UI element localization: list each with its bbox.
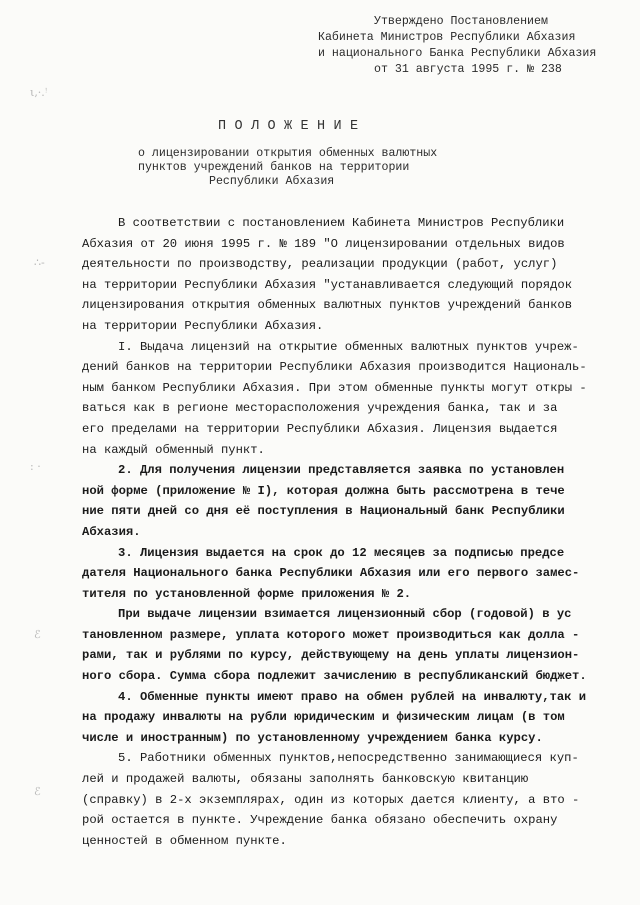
document-subject	[138, 147, 518, 189]
subject-line: о лицензировании открытия обменных валютных	[138, 147, 438, 160]
text-line: лей и продажей валюты, обязаны заполнять банковскую квитанцию	[82, 772, 529, 787]
text-line: I. Выдача лицензий на открытие обменных валютных пунктов учреж-	[118, 339, 579, 354]
text-line: ного сбора. Сумма сбора подлежит зачислению в республиканский бюджет.	[82, 669, 587, 684]
text-line: дений банков на территории Республики Абхазия производится Националь-	[82, 360, 587, 375]
text-line: ным банком Республики Абхазия. При этом обменные пункты могут откры -	[82, 380, 587, 395]
paragraph-2	[82, 460, 624, 542]
subject-line: пунктов учреждений банков на территории	[138, 161, 410, 174]
approval-line: от 31 августа 1995 г. № 238	[374, 63, 562, 76]
text-line: его пределами на территории Республики Абхазия. Лицензия выдается	[82, 421, 558, 436]
text-line: деятельности по производству, реализации продукции (работ, услуг)	[82, 257, 558, 272]
text-line: рами, так и рублями по курсу, действующему на день уплаты лицензион-	[82, 648, 580, 663]
paragraph-intro	[82, 213, 624, 337]
text-line: на каждый обменный пункт.	[82, 442, 265, 457]
text-line: дателя Национального банка Республики Абхазия или его первого замес-	[82, 566, 580, 581]
text-line: 5. Работники обменных пунктов,непосредственно занимающиеся куп-	[118, 751, 579, 766]
approval-line: Утверждено Постановлением	[374, 15, 548, 28]
text-line: В соответствии с постановлением Кабинета Министров Республики	[118, 216, 565, 230]
text-line: на продажу инвалюты на рубли юридическим и физическим лицам (в том	[82, 710, 565, 725]
text-line: 2. Для получения лицензии представляется заявка по установлен	[118, 463, 565, 478]
text-line: При выдаче лицензии взимается лицензионный сбор (годовой) в ус	[118, 607, 572, 622]
subject-line: Республики Абхазия	[209, 175, 335, 188]
approval-line: и национального Банка Республики Абхазия	[318, 47, 597, 60]
text-line: рой остается в пункте. Учреждение банка обязано обеспечить охрану	[82, 813, 558, 828]
text-line: 4. Обменные пункты имеют право на обмен рублей на инвалюту,так и	[118, 689, 587, 704]
text-line: ние пяти дней со дня её поступления в Национальный банк Республики	[82, 504, 565, 519]
margin-mark: : ·	[30, 460, 41, 473]
text-line: (справку) в 2-х экземплярах, один из которых дается клиенту, а вто -	[82, 792, 580, 807]
paragraph-5	[82, 748, 624, 851]
margin-mark: ∴-	[34, 256, 45, 269]
text-line: Абхазия.	[82, 524, 141, 539]
text-line: лицензирования открытия обменных валютных пунктов учреждений банков	[82, 298, 573, 313]
paragraph-3	[82, 543, 624, 605]
text-line: ваться как в регионе месторасположения учреждения банка, так и за	[82, 401, 558, 416]
paragraph-1	[82, 337, 624, 461]
text-line: 3. Лицензия выдается на срок до 12 месяцев за подписью предсе	[118, 545, 565, 560]
text-line: ценностей в обменном пункте.	[82, 833, 287, 848]
text-line: на территории Республики Абхазия "устанавливается следующий порядок	[82, 277, 573, 292]
text-line: Абхазия от 20 июня 1995 г. № 189 "О лицензировании отдельных видов	[82, 236, 565, 251]
approval-line: Кабинета Министров Республики Абхазия	[318, 31, 576, 44]
text-line: на территории Республики Абхазия.	[82, 318, 324, 333]
paragraph-fee	[82, 604, 624, 686]
margin-mark: ℰ	[34, 628, 41, 641]
text-line: числе и иностранным) по установленному учреждением банка курсу.	[82, 730, 543, 745]
margin-mark: ι,·.ꜝ	[30, 86, 48, 99]
document-title: ПОЛОЖЕНИЕ	[218, 119, 367, 134]
text-line: тителя по установленной форме приложения № 2.	[82, 586, 412, 601]
approval-block	[318, 14, 636, 78]
text-line: тановленном размере, уплата которого может производиться как долла -	[82, 627, 580, 642]
paragraph-4	[82, 687, 624, 749]
margin-mark: ℰ	[34, 785, 41, 798]
document-body	[82, 213, 624, 851]
text-line: ной форме (приложение № I), которая должна быть рассмотрена в тече	[82, 483, 565, 498]
